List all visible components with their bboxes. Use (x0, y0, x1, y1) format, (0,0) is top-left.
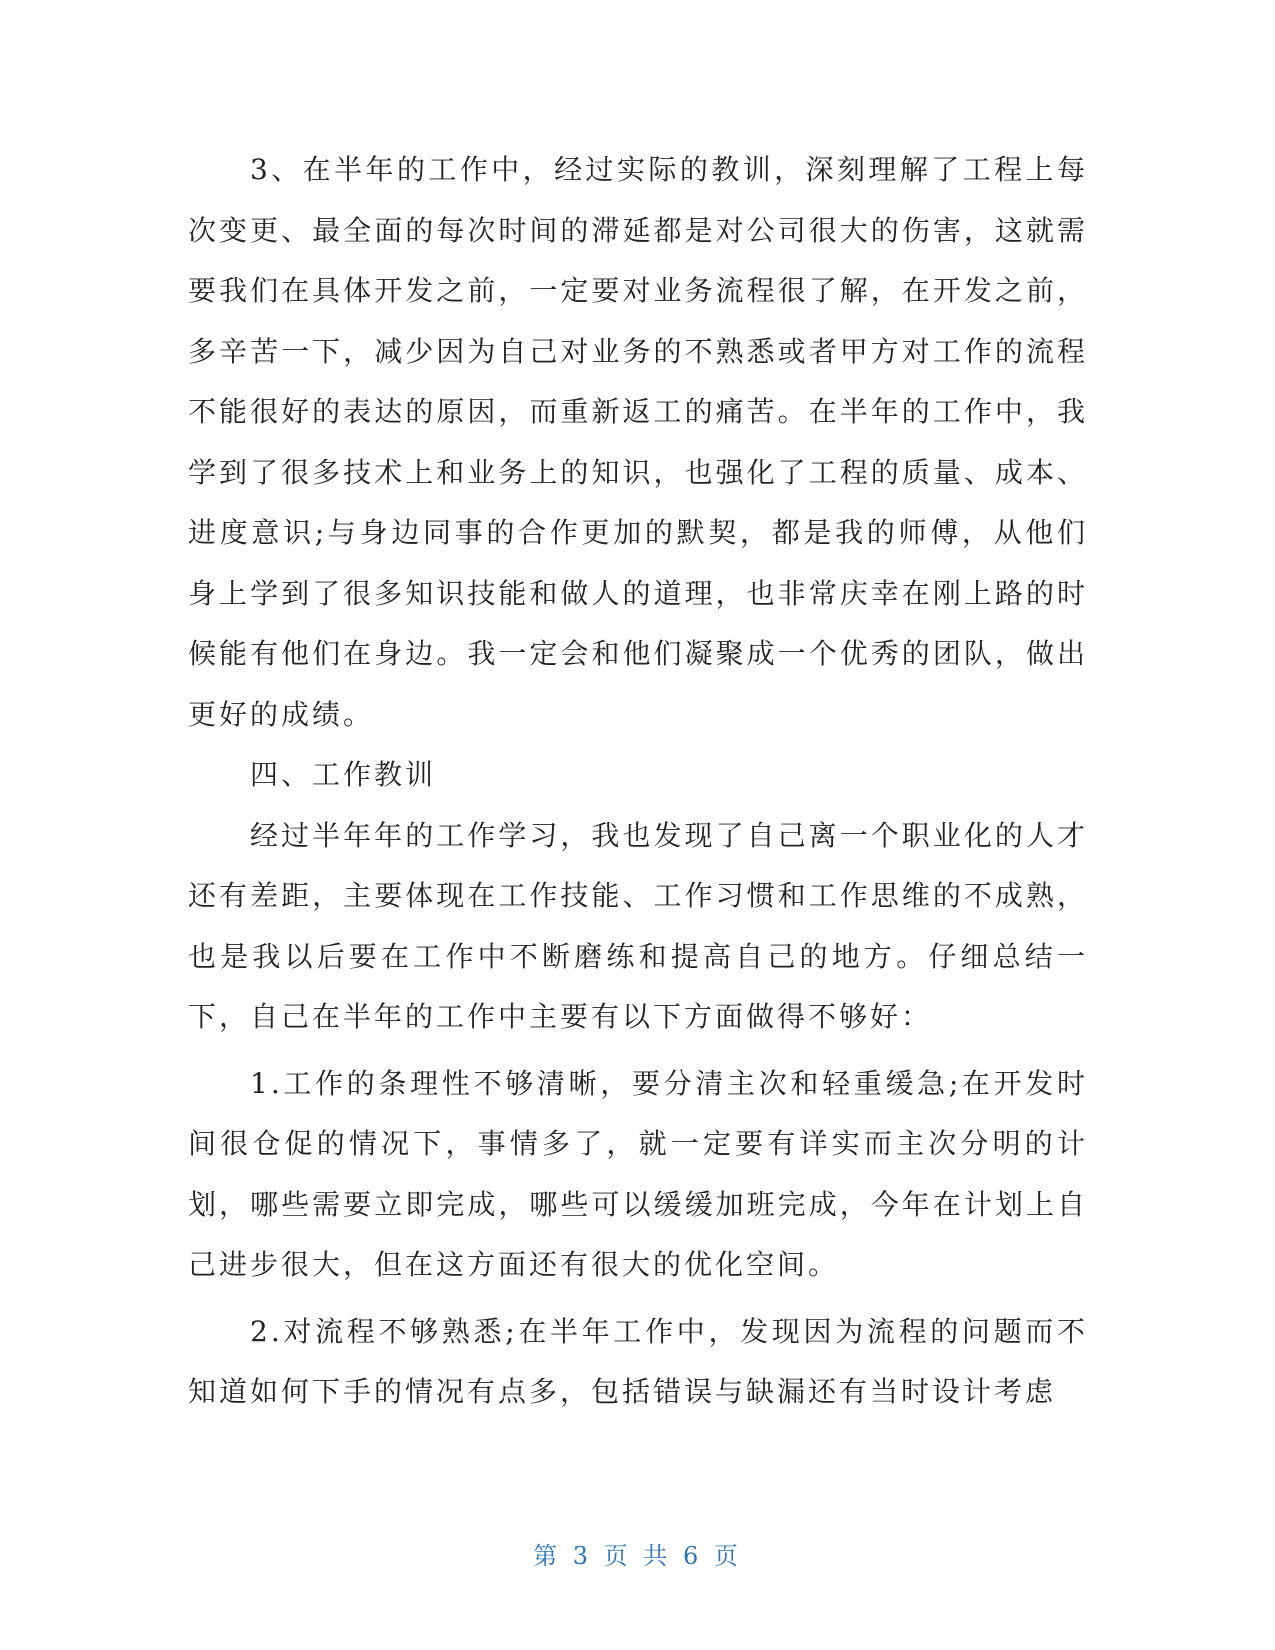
document-body (188, 140, 1088, 1423)
paragraph-point-2: 2.对流程不够熟悉;在半年工作中，发现因为流程的问题而不知道如何下手的情况有点多，包括错误与缺漏还有当时设计考虑 (188, 1314, 1088, 1408)
paragraph-point-1: 1.工作的条理性不够清晰，要分清主次和轻重缓急;在开发时间很仓促的情况下，事情多了，就一定要有详实而主次分明的计划，哪些需要立即完成，哪些可以缓缓加班完成，今年在计划上自己进步很大，但在这方面还有很大的优化空间。 (188, 1066, 1088, 1281)
page-number-footer: 第 3 页 共 6 页 (533, 1542, 742, 1570)
paragraph-item-3-lessons: 3、在半年的工作中，经过实际的教训，深刻理解了工程上每次变更、最全面的每次时间的滞延都是对公司很大的伤害，这就需要我们在具体开发之前，一定要对业务流程很了解，在开发之前，多辛苦一下，减少因为自己对业务的不熟悉或者甲方对工作的流程不能很好的表达的原因，而重新返工的痛苦。在半年的工作中，我学到了很多技术上和业务上的知识，也强化了工程的质量、成本、进度意识;与身边同事的合作更加的默契，都是我的师傅，从他们身上学到了很多知识技能和做人的道理，也非常庆幸在刚上路的时候能有他们在身边。我一定会和他们凝聚成一个优秀的团队，做出更好的成绩。 (188, 153, 1088, 731)
paragraph-intro-shortcomings: 经过半年年的工作学习，我也发现了自己离一个职业化的人才还有差距，主要体现在工作技能、工作习惯和工作思维的不成熟，也是我以后要在工作中不断磨练和提高自己的地方。仔细总结一下，自己在半年的工作中主要有以下方面做得不够好： (188, 818, 1088, 1033)
section-heading-work-lessons: 四、工作教训 (250, 758, 437, 791)
